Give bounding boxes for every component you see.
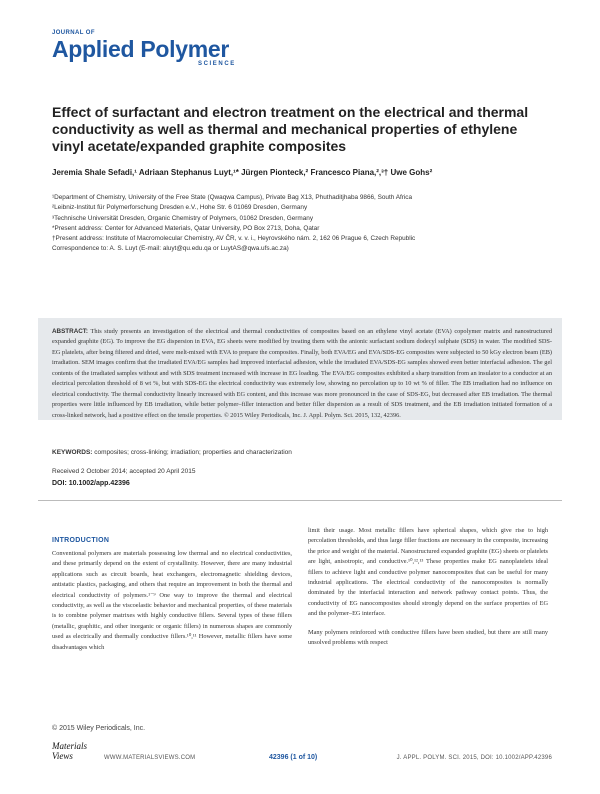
section-heading: INTRODUCTION	[52, 537, 110, 544]
abstract-label: ABSTRACT:	[52, 328, 89, 335]
keywords-label: KEYWORDS:	[52, 449, 93, 456]
journal-logo-line2: Applied Polymer	[52, 36, 229, 62]
page-footer	[52, 741, 552, 771]
logo-line: Materials	[52, 741, 87, 751]
abstract	[52, 327, 552, 421]
article-title: Effect of surfactant and electron treatment on the electrical and thermal conductivity as well as thermal and mechanical properties of ethylene vinyl acetate/expanded graphite composites	[52, 104, 529, 154]
affiliation: ¹Department of Chemistry, University of the Free State (Qwaqwa Campus), Private Bag X13, Phuthaditjhaba 9866, South Africa	[52, 194, 413, 201]
body-column-right	[308, 526, 548, 648]
journal-logo-line1: JOURNAL OF	[52, 30, 95, 36]
affiliation: ³Technische Universität Dresden, Organic Chemistry of Polymers, 01062 Dresden, Germany	[52, 214, 314, 222]
journal-logo-line3: SCIENCE	[198, 61, 236, 67]
affiliation: ²Leibniz-Institut für Polymerforschung Dresden e.V., Hohe Str. 6 01069 Dresden, Germany	[52, 204, 308, 212]
correspondence: Correspondence to: A. S. Luyt (E-mail: aluyt@qu.edu.qa or LuytAS@qwa.ufs.ac.za)	[52, 245, 289, 253]
affiliation: *Present address: Center for Advanced Materials, Qatar University, PO Box 2713, Doha, Qatar	[52, 224, 320, 232]
keywords-text: composites; cross-linking; irradiation; properties and characterization	[92, 449, 292, 456]
affiliations	[52, 193, 552, 255]
logo-line: Views	[52, 751, 73, 761]
author-list: Jeremia Shale Sefadi,¹ Adriaan Stephanus Luyt,¹* Jürgen Pionteck,² Francesco Piana,²,³† Uwe Gohs²	[52, 168, 433, 177]
footer-url[interactable]: WWW.MATERIALSVIEWS.COM	[104, 755, 196, 761]
materials-views-logo	[52, 741, 92, 771]
received-dates: Received 2 October 2014; accepted 20 April 2015	[52, 468, 196, 475]
affiliation: †Present address: Institute of Macromolecular Chemistry, AV ČR, v. v. i., Heyrovského nám. 2, 162 06 Prague 6, Czech Republic	[52, 235, 416, 243]
paragraph: limit their usage. Most metallic fillers have spherical shapes, which give rise to high percolation thresholds, and thus large filler fractions are necessary in the composite, increasing the price and weight of the material. Nanostructured expanded graphite (EG) sheets or platelets are light, anisotropic, and conductive.¹⁰,¹²,¹³ These properties make EG nanoplatelets ideal fillers to achieve light and conductive polymer nanocomposites that can be useful for many industrial applications. The electrical conductivity of the nanocomposites is normally dominated by the interfacial interaction and network pathway contact points. Thus, the conductivity of EG nanocomposites should strongly depend on the surface properties of EG and the polymer–EG interface.	[308, 527, 548, 618]
paragraph: Conventional polymers are materials possessing low thermal and no electrical conductivities, and these primarily depend on the extent of crystallinity. However, there are many industrial applications such as circuit boards, heat exchangers, electromagnetic shielding devices, antistatic plastics, packaging, and others that require an improvement in both the thermal and electrical conductivity of polymers.¹⁻⁹ One way to improve the thermal and electrical conductivity, as well as the viscoelastic behavior and mechanical properties, of these materials is to combine polymer matrixes with highly conductive fillers. Several types of these fillers (metallic, graphitic, and other inorganic or organic fillers) in numerous shapes are commonly used as electrically and thermally conductive fillers.¹⁰,¹¹ However, metallic fillers have some disadvantages which	[52, 550, 292, 651]
copyright: © 2015 Wiley Periodicals, Inc.	[52, 725, 146, 732]
paragraph: Many polymers reinforced with conductive fillers have been studied, but there are still many unsolved problems with respect	[308, 628, 548, 647]
journal-reference: J. APPL. POLYM. SCI. 2015, DOI: 10.1002/APP.42396	[396, 755, 552, 761]
journal-logo	[52, 30, 236, 67]
divider	[38, 500, 562, 501]
body-column-left	[52, 533, 292, 653]
page-number: 42396 (1 of 10)	[269, 754, 318, 761]
abstract-text: This study presents an investigation of the electrical and thermal conductivities of composites based on an ethylene vinyl acetate (EVA) copolymer matrix and nanostructured expanded graphite (EG). To improve the EG dispersion in EVA, EG sheets were modified by treating them with the anionic surfactant sodium dodecyl sulphate (SDS) in water. The modified SDS-EG platelets, after being filtered and dried, were melt-mixed with EVA to prepare the composites. Finally, both EVA/EG and EVA/SDS-EG composites were subjected to 50 kGy electron beam (EB) irradiation. SEM images confirm that the irradiated EVA/EG samples had improved interfacial adhesion, while the irradiated EVA/SDS-EG samples showed even better interfacial adhesion. The gel contents of the irradiated samples without and with SDS treatment increased with increase in EG loading. The EVA/EG composites exhibited a sharp transition from an insulator to a conductor at an electrical percolation threshold of 8 wt %, but with SDS-EG the electrical conductivity was extremely low, showing no percolation up to 10 wt % of filler. The EB irradiation had no influence on electrical conductivity. The thermal conductivity linearly increased with EG content, and this increase was more pronounced in the case of SDS-EG, but decreased after EB irradiation. The thermal properties were little influenced by EB irradiation, while better polymer–filler interaction and better filler dispersion as a result of SDS treatment, and the EB irradiation initiated formation of a cross-linked network, had a positive effect on the tensile properties. © 2015 Wiley Periodicals, Inc. J. Appl. Polym. Sci. 2015, 132, 42396.	[52, 328, 552, 419]
keywords	[52, 449, 552, 456]
doi-link[interactable]: DOI: 10.1002/app.42396	[52, 480, 130, 487]
